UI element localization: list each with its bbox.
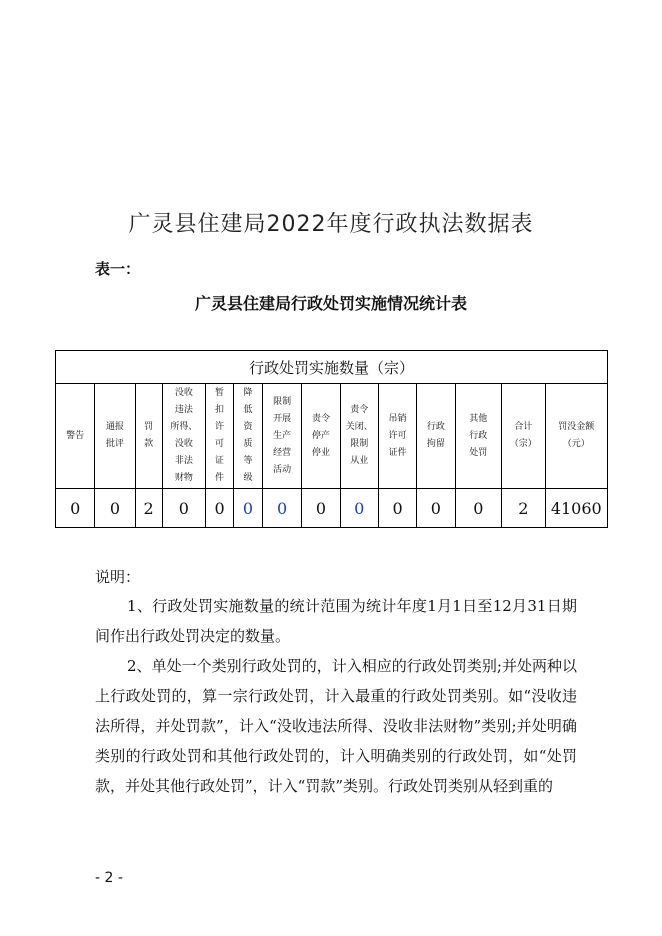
table-group-header: 行政处罚实施数量（宗） xyxy=(56,351,608,384)
column-header-label: 其他 行政 处罚 xyxy=(469,413,488,458)
column-header xyxy=(378,384,416,489)
column-header xyxy=(262,384,301,489)
column-header-label: 罚 款 xyxy=(144,422,154,449)
value-cell: 0 xyxy=(302,489,340,528)
page-number: - 2 - xyxy=(95,870,123,886)
value-cell: 0 xyxy=(455,489,502,528)
value-cell: 0 xyxy=(262,489,301,528)
value-cell: 0 xyxy=(95,489,135,528)
column-header-label: 没收 违法 所得、 没收 非法 财物 xyxy=(170,388,198,483)
column-header-label: 警告 xyxy=(66,430,85,441)
column-header-label: 降 低 资 质 等 级 xyxy=(243,388,253,483)
value-cell: 0 xyxy=(56,489,95,528)
value-cell: 2 xyxy=(502,489,545,528)
column-header-label: 暂 扣 许 可 证 件 xyxy=(215,388,225,483)
column-header xyxy=(340,384,378,489)
table-label: 表一： xyxy=(95,260,141,278)
notes-heading: 说明： xyxy=(95,568,141,586)
column-header xyxy=(162,384,205,489)
column-header-label: 合计 （宗） xyxy=(509,422,537,449)
column-header xyxy=(302,384,340,489)
penalty-stats-table xyxy=(55,350,608,528)
column-header-label: 责令 关闭、 限制 从业 xyxy=(345,405,373,466)
column-header xyxy=(455,384,502,489)
column-header xyxy=(56,384,95,489)
value-row xyxy=(56,489,608,528)
column-header-label: 罚没金额 （元） xyxy=(558,422,595,449)
value-cell: 0 xyxy=(206,489,234,528)
note-paragraph-1: 1、行政处罚实施数量的统计范围为统计年度1月1日至12月31日期间作出行政处罚决定的数量。 xyxy=(95,597,577,645)
value-cell: 41060 xyxy=(545,489,607,528)
column-header-label: 责令 停产 停业 xyxy=(311,413,330,458)
column-header-label: 行政 拘留 xyxy=(426,422,445,449)
column-header xyxy=(545,384,607,489)
column-header xyxy=(234,384,263,489)
value-cell: 0 xyxy=(417,489,455,528)
column-header xyxy=(502,384,545,489)
value-cell: 2 xyxy=(135,489,162,528)
document-title: 广灵县住建局2022年度行政执法数据表 xyxy=(128,212,534,237)
value-cell: 0 xyxy=(234,489,263,528)
column-header-label: 限制 开展 生产 经营 活动 xyxy=(273,396,292,475)
column-header xyxy=(135,384,162,489)
column-header-label: 通报 批评 xyxy=(106,422,125,449)
value-cell: 0 xyxy=(378,489,416,528)
value-cell: 0 xyxy=(162,489,205,528)
note-paragraph-2: 2、单处一个类别行政处罚的，计入相应的行政处罚类别;并处两种以上行政处罚的，算一宗行政处罚，计入最重的行政处罚类别。如“没收违法所得，并处罚款”，计入“没收违法所得、没收非法财物”类别;并处明确类别的行政处罚和其他行政处罚的，计入明确类别的行政处罚，如“处罚款，并处其他行政处罚”，计入“罚款”类别。行政处罚类别从轻到重的 xyxy=(95,657,577,795)
column-header xyxy=(95,384,135,489)
column-header xyxy=(206,384,234,489)
column-header xyxy=(417,384,455,489)
value-cell: 0 xyxy=(340,489,378,528)
category-header-row xyxy=(56,384,608,489)
column-header-label: 吊销 许可 证件 xyxy=(388,413,407,458)
table-title: 广灵县住建局行政处罚实施情况统计表 xyxy=(194,294,467,313)
